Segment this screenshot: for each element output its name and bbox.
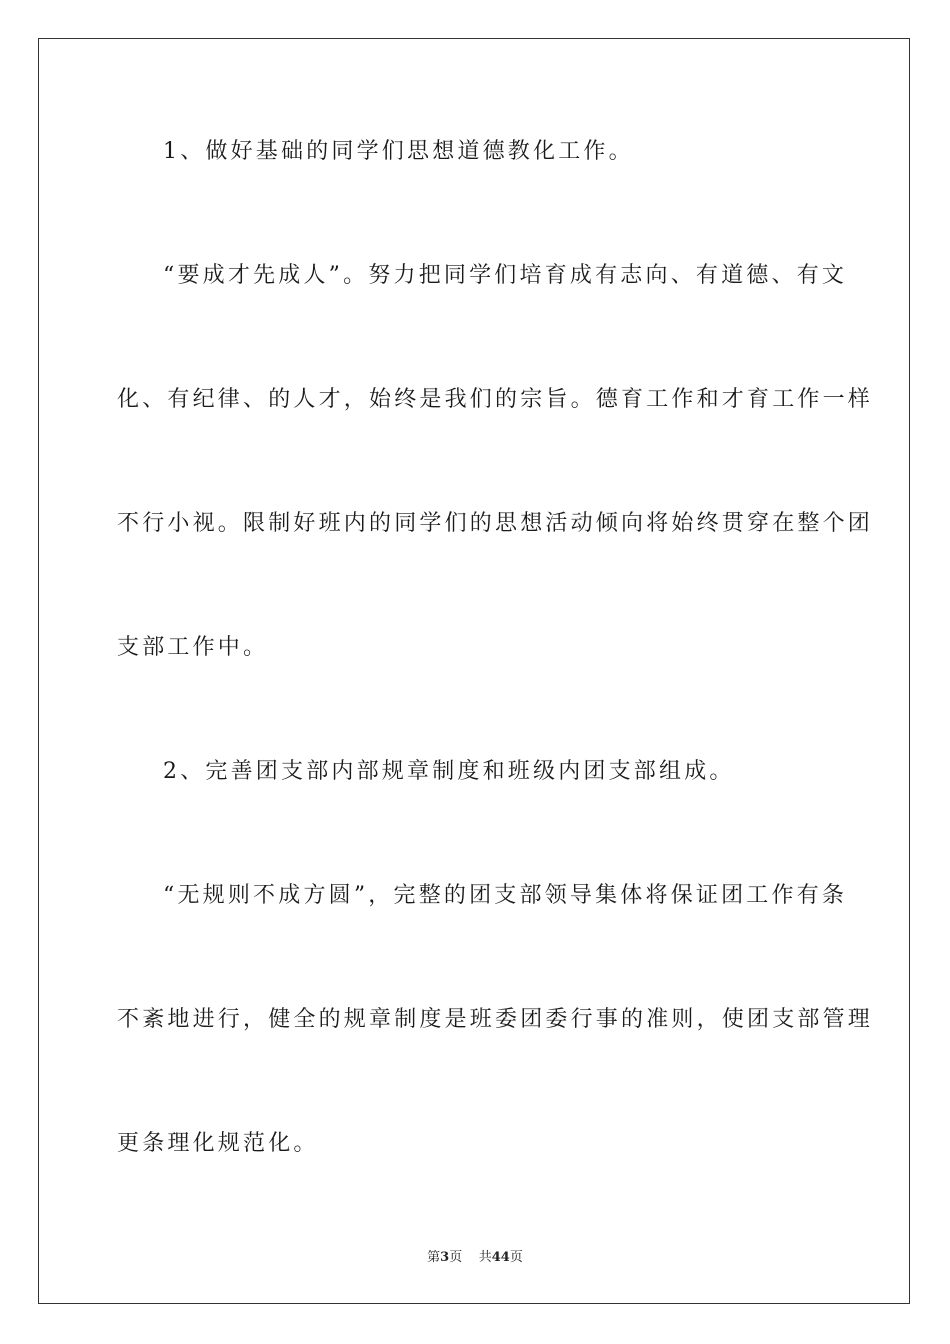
footer-page-number: 3	[440, 1250, 450, 1265]
footer-total-suffix: 页	[509, 1250, 523, 1265]
page-footer	[0, 1246, 950, 1265]
footer-page-prefix: 第	[427, 1250, 441, 1265]
footer-total-prefix: 共	[478, 1250, 492, 1265]
paragraph-1-line-4: 支部工作中。	[117, 635, 269, 660]
paragraph-1-line-1: “要成才先成人”。努力把同学们培育成有志向、有道德、有文	[163, 263, 848, 288]
heading-2: 2、完善团支部内部规章制度和班级内团支部组成。	[163, 759, 735, 784]
footer-page-suffix: 页	[449, 1250, 463, 1265]
page-border	[38, 38, 910, 1304]
paragraph-1-line-2: 化、有纪律、的人才，始终是我们的宗旨。德育工作和才育工作一样	[117, 387, 874, 412]
paragraph-1-line-3: 不行小视。限制好班内的同学们的思想活动倾向将始终贯穿在整个团	[117, 511, 874, 536]
footer-total-number: 44	[491, 1250, 510, 1265]
paragraph-2-line-3: 更条理化规范化。	[117, 1131, 319, 1156]
paragraph-2-line-2: 不紊地进行，健全的规章制度是班委团委行事的准则，使团支部管理	[117, 1007, 874, 1032]
paragraph-2-line-1: “无规则不成方圆”，完整的团支部领导集体将保证团工作有条	[163, 883, 848, 908]
heading-1: 1、做好基础的同学们思想道德教化工作。	[163, 139, 634, 164]
